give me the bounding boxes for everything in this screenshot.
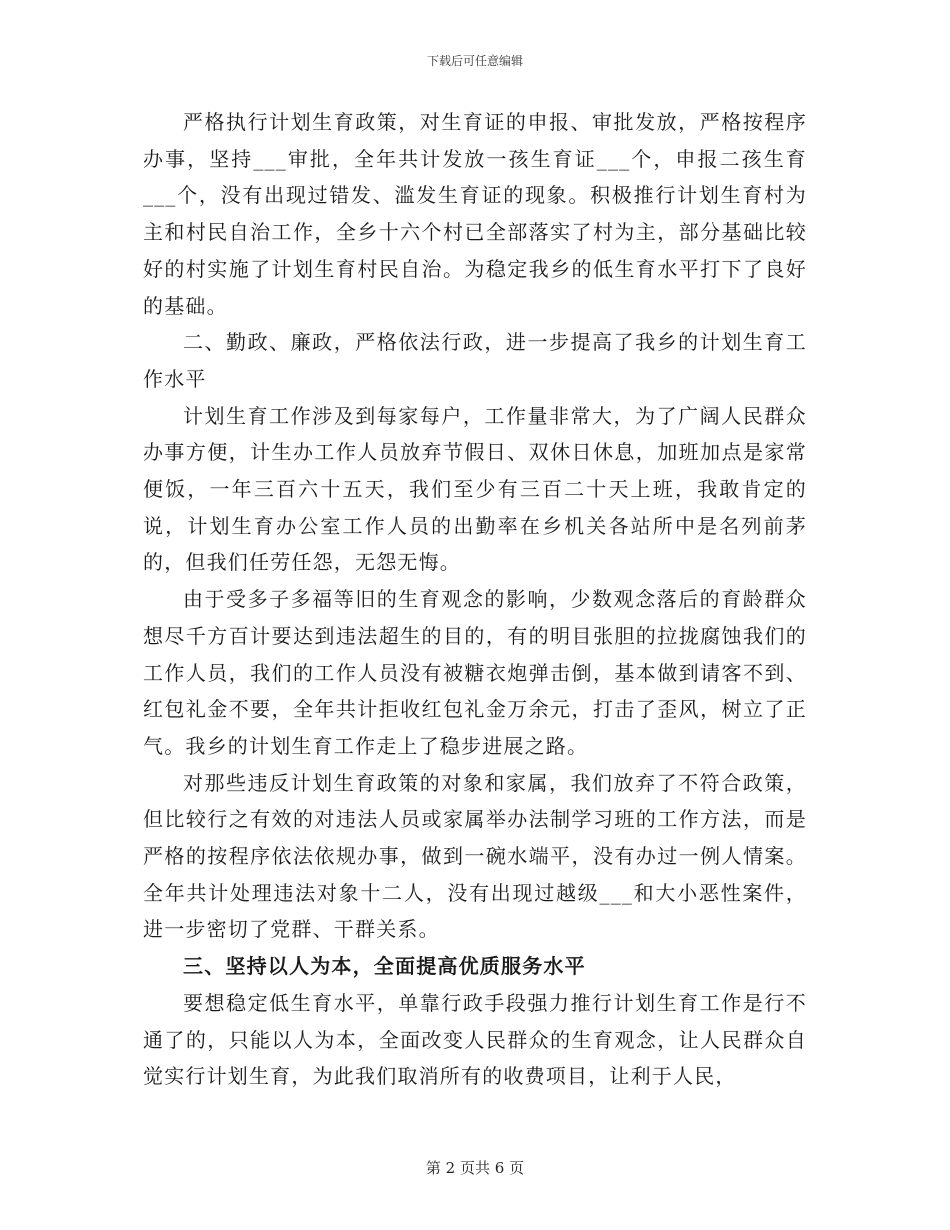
paragraph-1: 严格执行计划生育政策，对生育证的申报、审批发放，严格按程序办事，坚持___审批，全年共计发放一孩生育证___个，申报二孩生育___个，没有出现过错发、滥发生育证的现象。积极推行计划生育村为主和村民自治工作，全乡十六个村已全部落实了村为主，部分基础比较好的村实施了计划生育村民自治。为稳定我乡的低生育水平打下了良好的基础。: [143, 110, 807, 318]
paragraph-4: 由于受多子多福等旧的生育观念的影响，少数观念落后的育龄群众想尽千方百计要达到违法超生的目的，有的明目张胆的拉拢腐蚀我们的工作人员，我们的工作人员没有被糖衣炮弹击倒，基本做到请客不到、红包礼金不要，全年共计拒收红包礼金万余元，打击了歪风，树立了正气。我乡的计划生育工作走上了稳步进展之路。: [143, 587, 807, 758]
page-header: 下载后可任意编辑: [426, 54, 523, 68]
paragraph-5: 对那些违反计划生育政策的对象和家属，我们放弃了不符合政策，但比较行之有效的对违法人员或家属举办法制学习班的工作方法，而是严格的按程序依法依规办事，做到一碗水端平，没有办过一例人情案。全年共计处理违法对象十二人，没有出现过越级___和大小恶性案件，进一步密切了党群、干群关系。: [143, 770, 807, 942]
page-footer: 第 2 页共 6 页: [425, 1159, 525, 1177]
document-body: [143, 104, 807, 1095]
paragraph-3: 计划生育工作涉及到每家每户，工作量非常大，为了广阔人民群众办事方便，计生办工作人员放弃节假日、双休日休息，加班加点是家常便饭，一年三百六十五天，我们至少有三百二十天上班，我敢肯定的说，计划生育办公室工作人员的出勤率在乡机关各站所中是名列前茅的，但我们任劳任怨，无怨无悔。: [143, 403, 807, 575]
paragraph-7: 要想稳定低生育水平，单靠行政手段强力推行计划生育工作是行不通了的，只能以人为本，全面改变人民群众的生育观念，让人民群众自觉实行计划生育，为此我们取消所有的收费项目，让利于人民，: [143, 990, 807, 1089]
section-heading-2: 二、勤政、廉政，严格依法行政，进一步提高了我乡的计划生育工作水平: [143, 330, 807, 391]
section-heading-3: 三、坚持以人为本，全面提高优质服务水平: [183, 954, 586, 979]
